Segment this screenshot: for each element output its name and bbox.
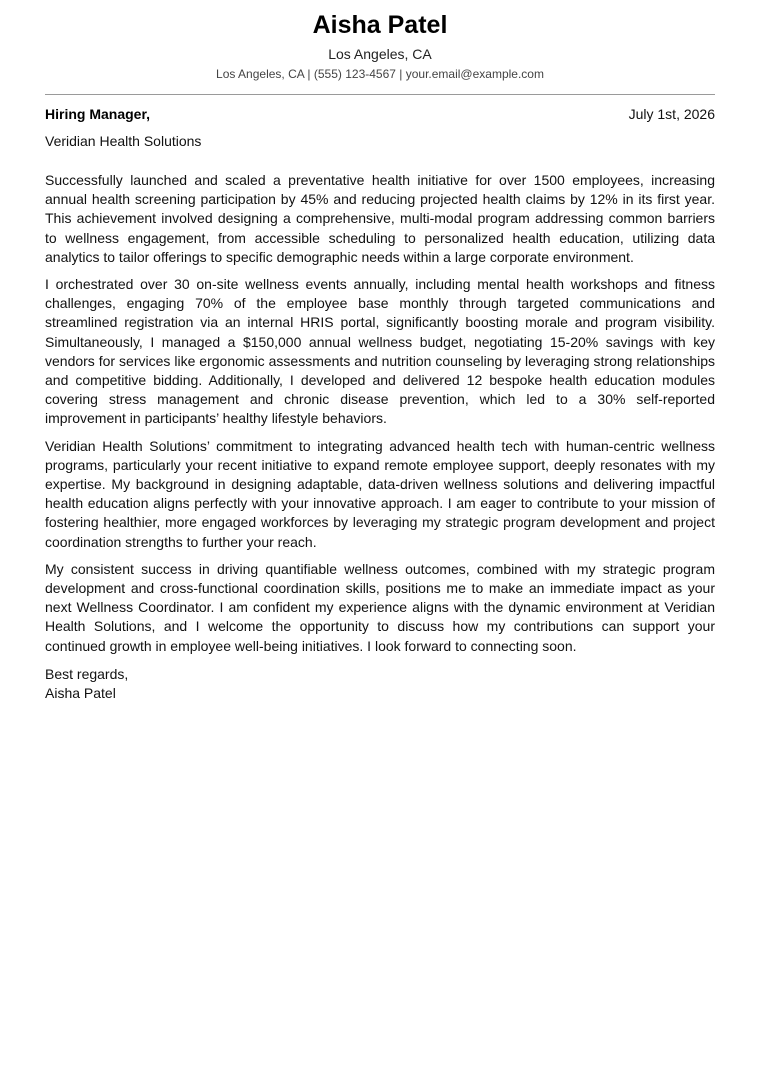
signature-name: Aisha Patel [45,685,116,702]
contact-line: Los Angeles, CA | (555) 123-4567 | your.email@example.com [216,67,544,81]
company-name: Veridian Health Solutions [45,133,202,149]
recipient-date-row [45,105,715,123]
body-paragraph: Successfully launched and scaled a preventative health initiative for over 1500 employees, increasing annual health screening participation by 45% and reducing projected health claims by 12% in its first year. This achievement involved designing a comprehensive, multi-modal program addressing common barriers to wellness engagement, from accessible scheduling to personalized health education, utilizing data analytics to tailor offerings to specific demographic needs within a large corporate environment. [45,172,715,265]
letter-body [45,171,715,656]
recipient-salutation: Hiring Manager, [45,106,151,122]
body-paragraph: My consistent success in driving quantifiable wellness outcomes, combined with my strategic program development and cross-functional coordination skills, positions me to make an immediate impact as your next Wellness Coordinator. I am confident my experience aligns with the dynamic environment at Veridian Health Solutions, and I welcome the opportunity to discuss how my contributions can support your continued growth in employee well-being initiatives. I look forward to connecting soon. [45,560,715,654]
closing-phrase: Best regards, [45,665,129,682]
letter-closing [45,665,715,703]
body-paragraph: Veridian Health Solutions’ commitment to integrating advanced health tech with human-centric wellness programs, particularly your recent initiative to expand remote employee support, deeply resonates with my expertise. My background in designing adaptable, data-driven wellness solutions and delivering impactful health education aligns perfectly with your innovative approach. I am eager to contribute to your mission of fostering healthier, more engaged workforces by leveraging my strategic program development and project coordination strengths to further your reach. [45,437,715,550]
letter-header [45,0,715,82]
body-paragraph: I orchestrated over 30 on-site wellness events annually, including mental health workshops and fitness challenges, engaging 70% of the employee base monthly through targeted communications and streamlined registration via an internal HRIS portal, significantly boosting morale and program visibility. Simultaneously, I managed a $150,000 annual wellness budget, negotiating 15-20% savings with key vendors for services like ergonomic assessments and nutrition counseling by leveraging strong relationships and competitive bidding. Additionally, I developed and delivered 12 bespoke health education modules covering stress management and chronic disease prevention, which led to a 30% self-reported improvement in participants’ healthy lifestyle behaviors. [45,276,715,427]
applicant-name: Aisha Patel [312,11,448,39]
applicant-location: Los Angeles, CA [328,46,432,62]
header-divider [45,94,715,95]
letter-date: July 1st, 2026 [628,106,715,122]
